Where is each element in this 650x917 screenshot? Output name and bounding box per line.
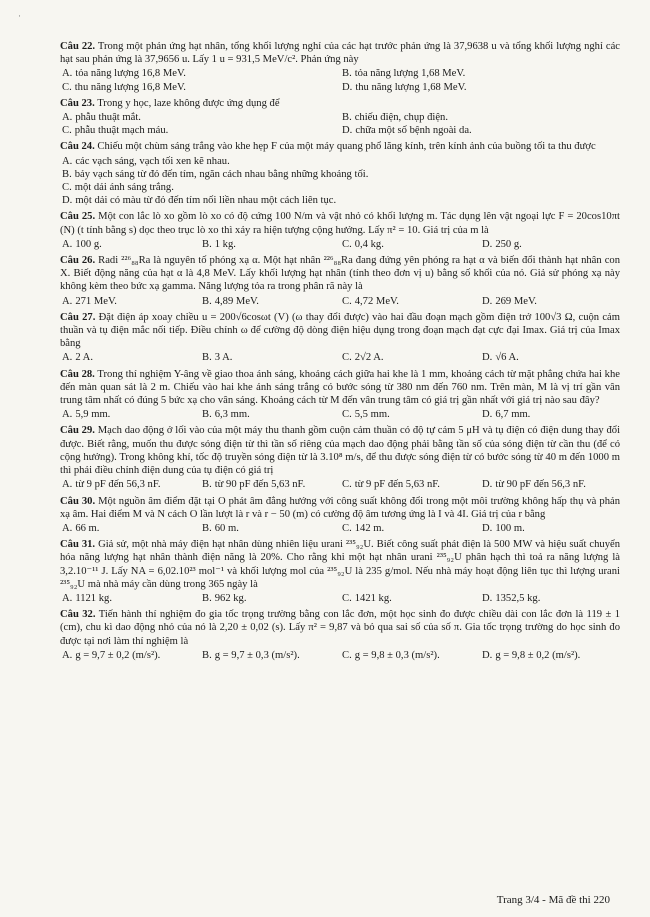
- question-number: Câu 23.: [60, 97, 95, 109]
- option-letter: B.: [342, 68, 352, 80]
- option-letter: B.: [202, 522, 212, 534]
- option-letter: C.: [342, 479, 352, 491]
- answer-option: [340, 478, 480, 491]
- option-text: 3 A.: [214, 352, 233, 364]
- answer-option: [60, 81, 340, 94]
- option-text: một dải ánh sáng trắng.: [74, 182, 174, 194]
- option-letter: B.: [202, 649, 212, 661]
- answer-options: [60, 478, 620, 491]
- option-text: từ 90 pF đến 5,63 nF.: [214, 479, 306, 491]
- answer-option: [340, 295, 480, 308]
- option-text: 5,9 mm.: [75, 409, 111, 421]
- question-27: [60, 311, 620, 365]
- option-text: thu năng lượng 1,68 MeV.: [355, 81, 467, 93]
- question-text: Một con lắc lò xo gồm lò xo có độ cứng 100 N/m và vật nhỏ có khối lượng m. Tác dụng lên vật ngoại lực F = 20cos10πt (N) (t tính bằng s) dọc theo trục lò xo thì xảy ra hiện tượng cộng hưởng. Lấy π² = 10. Giá trị của m là: [60, 211, 620, 236]
- option-letter: B.: [202, 479, 212, 491]
- answer-option: [480, 478, 620, 491]
- option-letter: C.: [342, 522, 352, 534]
- question-stem: [60, 608, 620, 648]
- option-text: 2 A.: [75, 352, 93, 364]
- option-letter: C.: [62, 125, 72, 137]
- question-stem: [60, 368, 620, 408]
- option-letter: C.: [342, 352, 352, 364]
- answer-option: [60, 238, 200, 251]
- option-text: 1352,5 kg.: [495, 592, 541, 604]
- option-text: 6,7 mm.: [495, 409, 531, 421]
- option-letter: A.: [62, 522, 73, 534]
- answer-option: [60, 351, 200, 364]
- option-text: 66 m.: [75, 522, 100, 534]
- option-text: 2√2 A.: [354, 352, 384, 364]
- question-number: Câu 30.: [60, 495, 96, 507]
- option-letter: A.: [62, 649, 73, 661]
- answer-option: [200, 649, 340, 662]
- answer-option: [200, 522, 340, 535]
- option-letter: B.: [62, 168, 72, 180]
- question-29: [60, 424, 620, 491]
- question-24: [60, 140, 620, 207]
- option-text: chữa một số bệnh ngoài da.: [355, 125, 472, 137]
- option-letter: C.: [342, 295, 352, 307]
- option-letter: B.: [202, 592, 212, 604]
- answer-option: [340, 111, 620, 124]
- question-text: Tiến hành thí nghiệm đo gia tốc trọng trường bằng con lắc đơn, một học sinh đo được chiều dài con lắc đơn là 119 ± 1 (cm), chu kì dao động nhỏ của nó là 2,20 ± 0,02 (s). Lấy π² = 9,87 và bỏ qua sai số của số π. Gia tốc trọng trường do học sinh đo được tại nơi làm thí nghiệm là: [60, 609, 620, 647]
- answer-option: [340, 592, 480, 605]
- question-stem: [60, 311, 620, 351]
- option-letter: D.: [482, 238, 493, 250]
- question-22: [60, 40, 620, 94]
- corner-mark: ·: [18, 11, 21, 21]
- answer-options: [60, 111, 620, 137]
- answer-options: [60, 67, 620, 93]
- question-23: [60, 97, 620, 138]
- question-number: Câu 26.: [60, 255, 96, 267]
- option-letter: D.: [482, 295, 493, 307]
- answer-option: [60, 124, 340, 137]
- option-letter: C.: [342, 238, 352, 250]
- answer-options: [60, 238, 620, 251]
- option-text: 4,89 MeV.: [214, 295, 259, 307]
- answer-option: [60, 649, 200, 662]
- option-text: thu năng lượng 16,8 MeV.: [74, 81, 186, 93]
- answer-option: [480, 295, 620, 308]
- question-26: [60, 254, 620, 308]
- option-text: chiếu điện, chụp điện.: [354, 112, 448, 124]
- question-text: Một nguồn âm điểm đặt tại O phát âm đẳng hướng với công suất không đổi trong một môi trường không hấp thụ và phản xạ âm. Hai điểm M và N cách O lần lượt là r và r − 50 (m) có cường độ âm tương ứng là I và 4I. Giá trị của r bằng: [60, 495, 620, 520]
- option-letter: A.: [62, 112, 73, 124]
- option-text: 4,72 MeV.: [354, 295, 399, 307]
- answer-option: [60, 295, 200, 308]
- question-text: Trong một phản ứng hạt nhân, tổng khối lượng nghỉ của các hạt trước phản ứng là 37,9638 u và tổng khối lượng nghỉ các hạt sau phản ứng là 37,9656 u. Lấy 1 u = 931,5 MeV/c². Phản ứng này: [60, 41, 621, 66]
- option-text: g = 9,7 ± 0,2 (m/s²).: [75, 649, 161, 661]
- option-text: phẫu thuật mạch máu.: [74, 125, 169, 137]
- option-letter: D.: [482, 409, 493, 421]
- answer-options: [60, 295, 620, 308]
- option-text: 1421 kg.: [354, 592, 392, 604]
- question-text: Chiếu một chùm sáng trắng vào khe hẹp F của một máy quang phổ lăng kính, trên kính ảnh của buồng tối ta thu được: [97, 141, 596, 153]
- option-text: phẫu thuật mắt.: [75, 112, 141, 124]
- answer-option: [60, 592, 200, 605]
- option-letter: B.: [202, 352, 212, 364]
- option-text: g = 9,7 ± 0,3 (m/s²).: [214, 649, 300, 661]
- question-stem: [60, 40, 620, 66]
- option-text: 6,3 mm.: [214, 409, 250, 421]
- option-text: bảy vạch sáng từ đỏ đến tím, ngăn cách nhau bằng những khoảng tối.: [74, 168, 369, 180]
- option-letter: C.: [342, 649, 352, 661]
- option-text: 1121 kg.: [75, 592, 112, 604]
- question-28: [60, 368, 620, 422]
- option-text: g = 9,8 ± 0,3 (m/s²).: [354, 649, 440, 661]
- question-number: Câu 32.: [60, 609, 96, 621]
- question-31: [60, 538, 620, 605]
- answer-option: [60, 67, 340, 80]
- question-stem: [60, 495, 620, 521]
- question-32: [60, 608, 620, 662]
- question-text: Radi ²²⁶₈₈Ra là nguyên tố phóng xạ α. Một hạt nhân ²²⁶₈₈Ra đang đứng yên phóng ra hạt α và biến đổi thành hạt nhân con X. Biết động năng của hạt α là 4,8 MeV. Lấy khối lượng hạt nhân (tính theo đơn vị u) bằng số khối của nó. Giả sử phóng xạ này không kèm theo bức xạ gamma. Năng lượng tỏa ra trong phân rã này là: [60, 255, 620, 293]
- answer-option: [480, 522, 620, 535]
- answer-option: [340, 649, 480, 662]
- question-number: Câu 25.: [60, 211, 96, 223]
- option-letter: B.: [342, 112, 352, 124]
- answer-option: [60, 111, 340, 124]
- option-text: 5,5 mm.: [354, 409, 390, 421]
- question-number: Câu 29.: [60, 425, 95, 437]
- question-text: Mạch dao động ở lối vào của một máy thu thanh gồm cuộn cảm thuần có độ tự cảm 5 μH và tụ điện có điện dung thay đổi được. Biết rằng, muốn thu được sóng điện từ thì tần số riêng của mạch dao động phải bằng tần số của sóng điện từ cần thu (để có cộng hưởng). Trong không khí, tốc độ truyền sóng điện từ là 3.10⁸ m/s, để thu được sóng điện từ có bước sóng từ 40 m đến 1000 m thì phải điều chỉnh điện dung của tụ điện có giá trị: [60, 425, 621, 477]
- question-number: Câu 22.: [60, 41, 96, 52]
- answer-option: [200, 592, 340, 605]
- answer-option: [60, 478, 200, 491]
- option-text: từ 9 pF đến 56,3 nF.: [75, 479, 161, 491]
- option-text: 100 g.: [75, 238, 102, 250]
- answer-option: [60, 522, 200, 535]
- option-letter: A.: [62, 592, 73, 604]
- question-number: Câu 24.: [60, 141, 95, 153]
- answer-options: [60, 408, 620, 421]
- answer-option: [480, 408, 620, 421]
- option-text: √6 A.: [495, 352, 519, 364]
- option-letter: B.: [202, 238, 212, 250]
- option-text: tỏa năng lượng 16,8 MeV.: [75, 68, 186, 80]
- option-letter: D.: [342, 125, 353, 137]
- option-letter: D.: [482, 352, 493, 364]
- option-letter: D.: [482, 649, 493, 661]
- answer-option: [200, 408, 340, 421]
- option-letter: D.: [482, 479, 493, 491]
- option-text: từ 9 pF đến 5,63 nF.: [354, 479, 440, 491]
- option-letter: D.: [62, 195, 73, 207]
- option-text: g = 9,8 ± 0,2 (m/s²).: [495, 649, 581, 661]
- option-text: 142 m.: [354, 522, 385, 534]
- question-number: Câu 31.: [60, 539, 96, 551]
- option-text: 269 MeV.: [495, 295, 537, 307]
- option-letter: A.: [62, 295, 73, 307]
- answer-options: [60, 522, 620, 535]
- question-stem: [60, 538, 620, 591]
- option-letter: D.: [342, 81, 353, 93]
- answer-option: [340, 522, 480, 535]
- option-letter: A.: [62, 409, 73, 421]
- option-text: một dải có màu từ đỏ đến tím nối liền nhau một cách liên tục.: [75, 195, 337, 207]
- answer-option: [480, 592, 620, 605]
- option-letter: A.: [62, 155, 73, 167]
- answer-option: [200, 478, 340, 491]
- option-text: 100 m.: [495, 522, 525, 534]
- answer-option: [480, 238, 620, 251]
- option-text: 962 kg.: [214, 592, 247, 604]
- answer-option: [60, 194, 620, 207]
- question-stem: [60, 424, 620, 477]
- option-letter: A.: [62, 479, 73, 491]
- answer-option: [340, 408, 480, 421]
- question-stem: [60, 210, 620, 236]
- option-text: 0,4 kg.: [354, 238, 384, 250]
- answer-option: [200, 238, 340, 251]
- question-number: Câu 27.: [60, 311, 96, 323]
- answer-option: [60, 168, 620, 181]
- option-letter: D.: [482, 592, 493, 604]
- option-text: 250 g.: [495, 238, 522, 250]
- answer-option: [480, 351, 620, 364]
- answer-option: [340, 81, 620, 94]
- option-text: 1 kg.: [214, 238, 236, 250]
- question-stem: [60, 254, 620, 294]
- option-text: 60 m.: [214, 522, 239, 534]
- answer-option: [340, 67, 620, 80]
- answer-options: [60, 351, 620, 364]
- option-letter: C.: [342, 592, 352, 604]
- option-letter: D.: [482, 522, 493, 534]
- option-text: tỏa năng lượng 1,68 MeV.: [354, 68, 466, 80]
- question-text: Trong thí nghiệm Y-âng về giao thoa ánh sáng, khoảng cách giữa hai khe là 1 mm, khoảng cách từ mặt phẳng chứa hai khe đến màn quan sát là 2 m. Chiếu vào hai khe ánh sáng trắng có bước sóng từ 380 nm đến 760 nm. Trên màn, M là vị trí gần vân trung tâm nhất có đúng 5 bức xạ cho vân sáng. Khoảng cách từ M đến vân trung tâm có giá trị gần nhất với giá trị nào sau đây?: [60, 368, 620, 407]
- answer-option: [60, 408, 200, 421]
- option-letter: C.: [62, 182, 72, 194]
- option-letter: C.: [62, 81, 72, 93]
- answer-option: [480, 649, 620, 662]
- question-number: Câu 28.: [60, 368, 95, 380]
- option-letter: B.: [202, 409, 212, 421]
- answer-option: [200, 295, 340, 308]
- option-letter: A.: [62, 68, 73, 80]
- option-text: các vạch sáng, vạch tối xen kẽ nhau.: [75, 155, 230, 167]
- question-30: [60, 495, 620, 536]
- answer-option: [340, 238, 480, 251]
- option-text: 271 MeV.: [75, 295, 117, 307]
- answer-options: [60, 592, 620, 605]
- question-list: [60, 40, 620, 665]
- answer-options: [60, 155, 620, 208]
- answer-option: [340, 124, 620, 137]
- option-letter: C.: [342, 409, 352, 421]
- option-text: từ 90 pF đến 56,3 nF.: [495, 479, 586, 491]
- answer-options: [60, 649, 620, 662]
- question-25: [60, 210, 620, 251]
- question-stem: [60, 97, 620, 110]
- answer-option: [60, 155, 620, 168]
- question-text: Giả sử, một nhà máy điện hạt nhân dùng nhiên liệu urani ²³⁵₉₂U. Biết công suất phát điện là 500 MW và hiệu suất chuyển hóa năng lượng hạt nhân thành điện năng là 20%. Cho rằng khi một hạt nhân urani ²³⁵₉₂U phân hạch thì toả ra năng lượng là 3,2.10⁻¹¹ J. Lấy NA = 6,02.10²³ mol⁻¹ và khối lượng mol của ²³⁵₉₂U là 235 g/mol. Nếu nhà máy hoạt động liên tục thì lượng urani ²³⁵₉₂U mà nhà máy cần dùng trong 365 ngày là: [60, 539, 620, 590]
- answer-option: [200, 351, 340, 364]
- answer-option: [60, 181, 620, 194]
- option-letter: A.: [62, 238, 73, 250]
- option-letter: B.: [202, 295, 212, 307]
- question-text: Trong y học, laze không được ứng dụng để: [97, 97, 280, 109]
- answer-option: [340, 351, 480, 364]
- option-letter: A.: [62, 352, 73, 364]
- page-footer: Trang 3/4 - Mã đề thi 220: [496, 894, 610, 906]
- question-text: Đặt điện áp xoay chiều u = 200√6cosωt (V) (ω thay đổi được) vào hai đầu đoạn mạch gồm điện trở 100√3 Ω, cuộn cảm thuần và tụ điện mắc nối tiếp. Điều chỉnh ω để cường độ dòng điện hiệu dụng trong đoạn mạch đạt cực đại Imax. Giá trị của Imax bằng: [60, 311, 620, 350]
- question-stem: [60, 140, 620, 153]
